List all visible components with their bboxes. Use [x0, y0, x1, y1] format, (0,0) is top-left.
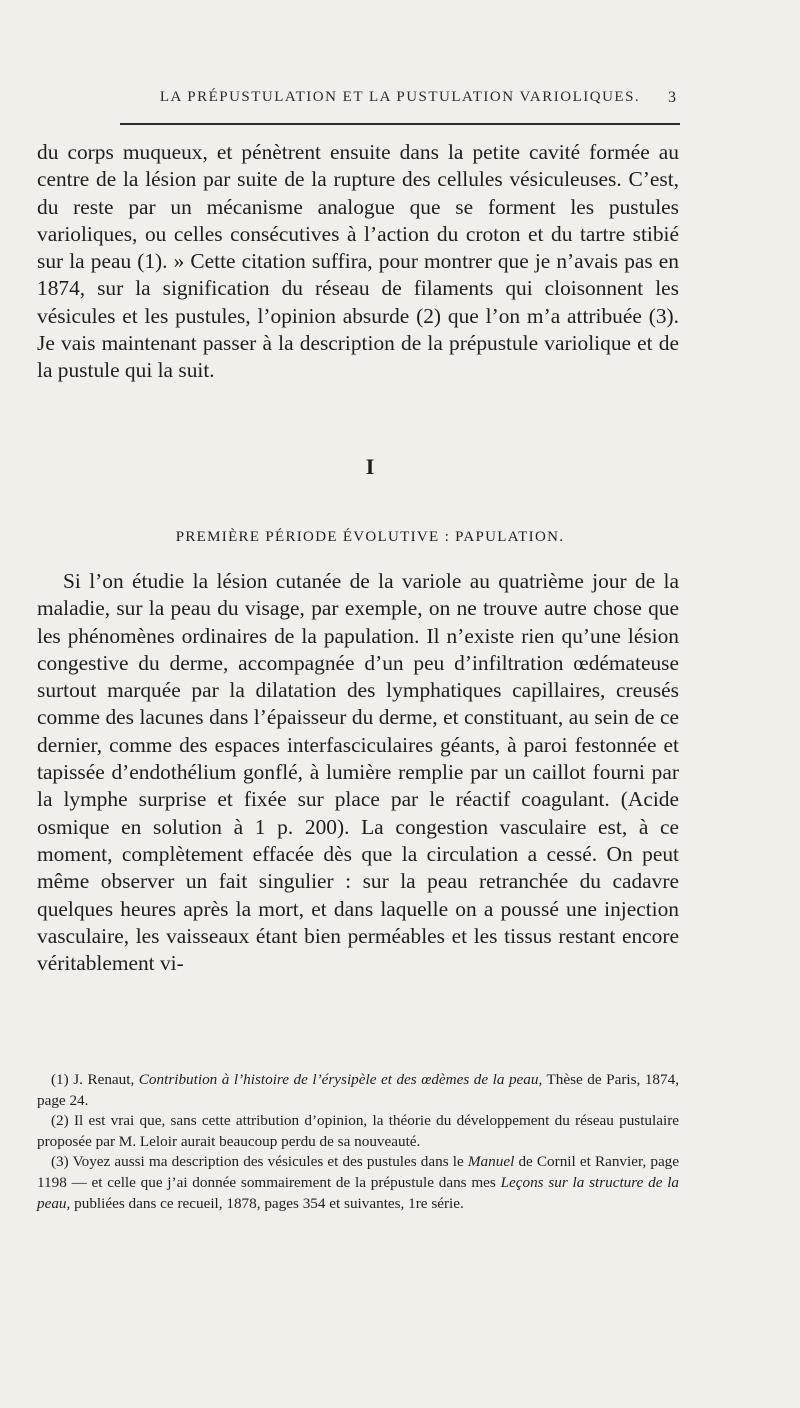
footnote-marker: (3)	[51, 1153, 69, 1171]
paragraph-continued: du corps muqueux, et pénètrent ensuite dans la petite cavité formée au centre de la lésion par suite de la rupture des cellules vésiculeuses. C’est, du reste par un mécanisme analogue que se forment les pustules varioliques, ou celles consécutives à l’action du croton et du tartre stibié sur la peau (1). » Cette citation suffira, pour montrer que je n’avais pas en 1874, sur la signification du réseau de filaments qui cloisonnent les vésicules et les pustules, l’opinion absurde (2) que l’on m’a attribuée (3). Je vais maintenant passer à la description de la prépustule variolique et de la pustule qui la suit.	[37, 140, 679, 383]
footnote-author: J. Renaut,	[73, 1071, 135, 1088]
section-numeral: I	[365, 454, 375, 479]
footnote-work-title: Contribution à l’histoire de l’érysipèle et des œdèmes de la peau,	[138, 1071, 543, 1088]
footnote-lecons-title: Leçons sur la structure de la peau,	[37, 1173, 680, 1212]
header-rule	[120, 123, 680, 125]
footnote-text: Il est vrai que, sans cette attribution d’opinion, la théorie du développement du réseau pustulaire proposée par M. Leloir aurait beaucoup perdu de sa nouveauté.	[37, 1112, 680, 1150]
footnote-manual-title: Manuel	[467, 1153, 515, 1171]
footnotes	[37, 1070, 679, 1214]
footnote-citation: Thèse de Paris, 1874, page 24.	[37, 1071, 680, 1109]
footnote-marker: (1)	[51, 1071, 69, 1088]
footnote-text: Voyez aussi ma description des vésicules et des pustules dans le	[72, 1153, 464, 1171]
section-heading: PREMIÈRE PÉRIODE ÉVOLUTIVE : PAPULATION.	[175, 529, 565, 545]
page-number: 3	[668, 89, 676, 106]
footnote-3	[37, 1152, 679, 1214]
footnote-text: publiées dans ce recueil, 1878, pages 354 et suivantes, 1re série.	[74, 1194, 464, 1212]
footnote-2	[37, 1111, 679, 1152]
paragraph-papulation: Si l’on étudie la lésion cutanée de la variole au quatrième jour de la maladie, sur la peau du visage, par exemple, on ne trouve autre chose que les phénomènes ordinaires de la papulation. Il n’existe rien qu’une lésion congestive du derme, accompagnée d’un peu d’infiltration œdémateuse surtout marquée par la dilatation des lymphatiques capillaires, creusés comme des lacunes dans l’épaisseur du derme, et constituant, au sein de ce dernier, comme des espaces interfasciculaires géants, à paroi festonnée et tapissée d’endothélium gonflé, à lumière remplie par un caillot fourni par la lymphe surprise et fixée sur place par le réactif coagulant. (Acide osmique en solution à 1 p. 200). La congestion vasculaire est, à ce moment, complètement effacée dès que la circulation a cessé. On peut même observer un fait singulier : sur la peau retranchée du cadavre quelques heures après la mort, et dans laquelle on a poussé une injection vasculaire, les vaisseaux étant bien perméables et les tissus restant encore véritablement vi-	[37, 569, 679, 976]
body-text-continued	[37, 139, 679, 385]
footnote-1	[37, 1070, 679, 1111]
running-head-title: LA PRÉPUSTULATION ET LA PUSTULATION VARIOLIQUES.	[159, 89, 641, 105]
body-text-section	[37, 568, 679, 977]
footnote-marker: (2)	[51, 1112, 69, 1130]
footnote-text: de Cornil et Ranvier, page 1198 — et celle que j’ai donnée sommairement de la prépustule dans mes	[37, 1153, 680, 1191]
